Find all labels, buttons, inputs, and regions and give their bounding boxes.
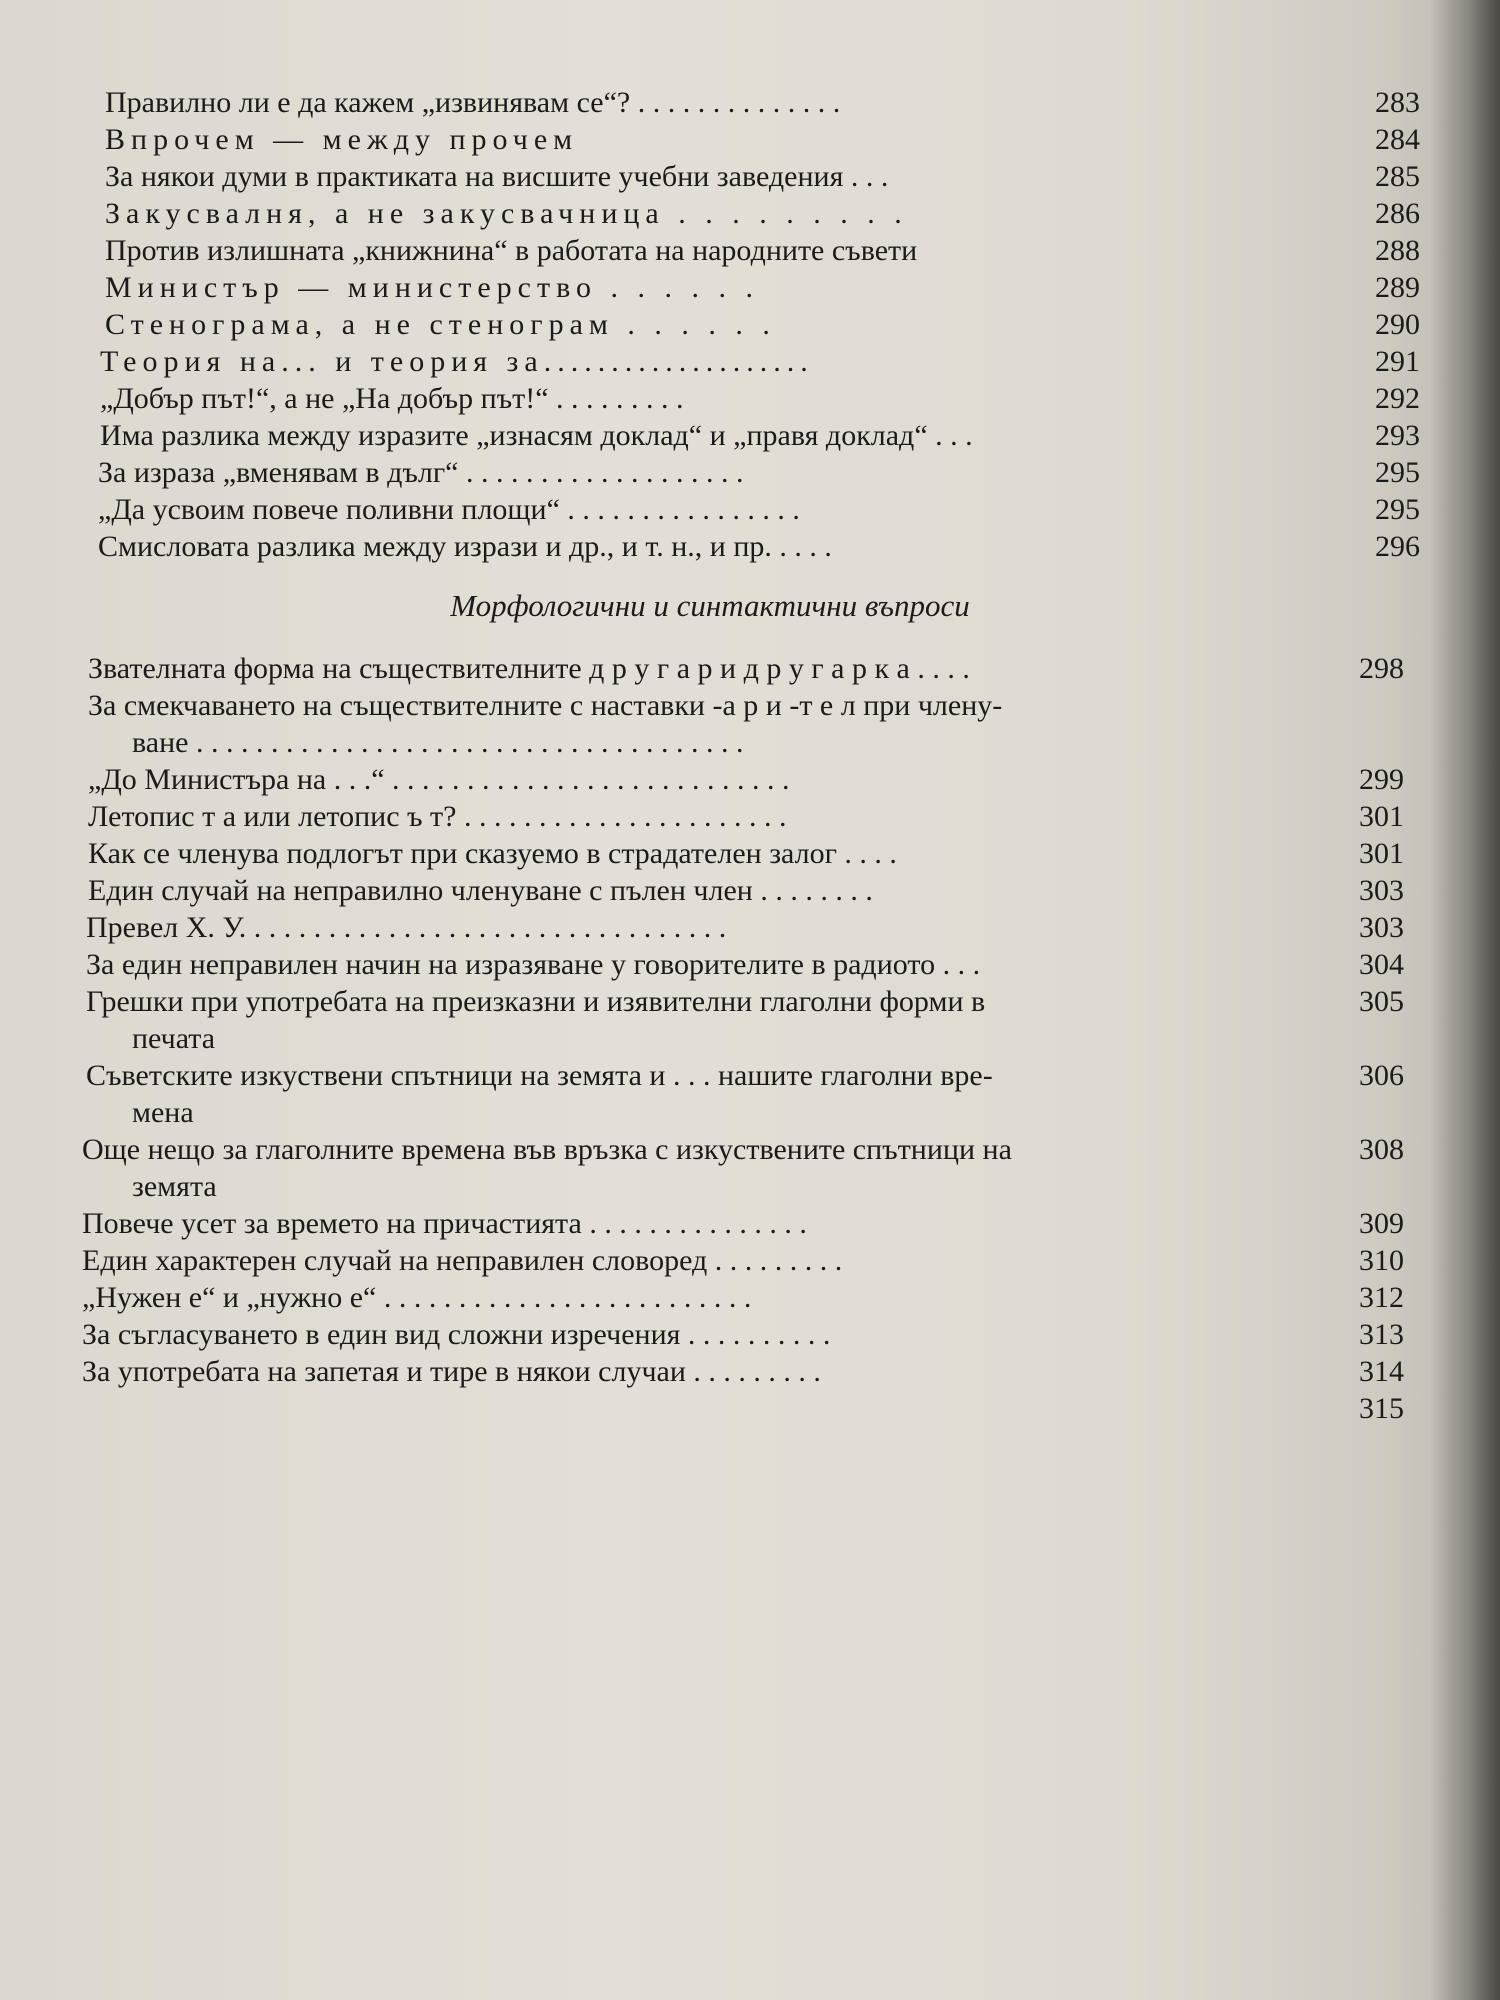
toc-entry — [0, 491, 1500, 528]
toc-entry — [0, 1390, 1500, 1427]
toc-entry-title: Закусвалня, а не закусвачница . . . . . . . . . — [105, 197, 908, 230]
toc-entry — [0, 983, 1500, 1020]
toc-entry-title: Грешки при употребата на преизказни и изявителни глаголни форми в — [86, 985, 986, 1018]
toc-entry-title: Как се членува подлогът при сказуемо в страдателен залог . . . . — [88, 837, 897, 870]
toc-entry — [0, 232, 1500, 269]
toc-section-1 — [0, 84, 1500, 565]
toc-entry-page: 293 — [1375, 419, 1420, 452]
toc-entry — [0, 454, 1500, 491]
toc-entry-title: За съгласуването в един вид сложни изречения . . . . . . . . . . — [82, 1318, 831, 1351]
toc-entry — [0, 835, 1500, 872]
toc-entry — [0, 872, 1500, 909]
toc-entry-page: 314 — [1359, 1355, 1404, 1388]
toc-entry — [0, 687, 1500, 724]
toc-entry — [0, 1168, 1500, 1205]
toc-entry-title: Звателната форма на съществителните д р у г а р и д р у г а р к а . . . . — [88, 652, 970, 685]
toc-entry-title: земята — [132, 1170, 217, 1203]
toc-entry-title: Един характерен случай на неправилен словоред . . . . . . . . . — [82, 1244, 843, 1277]
toc-entry — [0, 798, 1500, 835]
toc-entry-title: „До Министъра на . . .“ . . . . . . . . . . . . . . . . . . . . . . . . . . . — [88, 763, 790, 796]
toc-entry-title: Министър — министерство . . . . . . — [105, 271, 760, 304]
toc-entry-page: 290 — [1375, 308, 1420, 341]
toc-entry-page: 295 — [1375, 493, 1420, 526]
toc-entry-title: Превел Х. У. . . . . . . . . . . . . . . . . . . . . . . . . . . . . . . . . — [86, 911, 727, 944]
toc-entry-title: „Добър път!“, а не „На добър път!“ . . . . . . . . . — [100, 382, 684, 415]
toc-entry-title: Повече усет за времето на причастията . . . . . . . . . . . . . . . — [82, 1207, 807, 1240]
toc-entry — [0, 417, 1500, 454]
toc-entry-page: 303 — [1359, 874, 1404, 907]
section-heading-text: Морфологични и синтактични въпроси — [450, 588, 970, 623]
toc-entry-page: 301 — [1359, 800, 1404, 833]
toc-entry — [0, 761, 1500, 798]
toc-entry-title: Правилно ли е да кажем „извинявам се“? . . . . . . . . . . . . . . — [105, 86, 841, 119]
toc-entry-title: Още нещо за глаголните времена във връзка с изкуствените спътници на — [82, 1133, 1012, 1166]
toc-entry — [0, 1094, 1500, 1131]
toc-entry-page: 288 — [1375, 234, 1420, 267]
toc-entry-page: 296 — [1375, 530, 1420, 563]
toc-entry-title: За един неправилен начин на изразяване у говорителите в радиото . . . — [86, 948, 981, 981]
toc-entry-page: 303 — [1359, 911, 1404, 944]
toc-entry — [0, 909, 1500, 946]
toc-entry-page: 306 — [1359, 1059, 1404, 1092]
toc-entry-page: 305 — [1359, 985, 1404, 1018]
toc-entry — [0, 1057, 1500, 1094]
toc-entry-title: Един случай на неправилно членуване с пълен член . . . . . . . . — [88, 874, 873, 907]
toc-entry-page: 284 — [1375, 123, 1420, 156]
toc-entry-page: 315 — [1359, 1392, 1404, 1425]
toc-entry-title: „Да усвоим повече поливни площи“ . . . . . . . . . . . . . . . . — [98, 493, 800, 526]
toc-entry — [0, 650, 1500, 687]
toc-entry-page: 310 — [1359, 1244, 1404, 1277]
toc-entry — [0, 306, 1500, 343]
toc-entry — [0, 1242, 1500, 1279]
toc-entry — [0, 528, 1500, 565]
toc-entry-page: 289 — [1375, 271, 1420, 304]
toc-entry — [0, 269, 1500, 306]
toc-entry — [0, 84, 1500, 121]
toc-entry — [0, 1205, 1500, 1242]
toc-entry — [0, 1353, 1500, 1390]
toc-entry — [0, 946, 1500, 983]
toc-entry-title: мена — [132, 1096, 194, 1129]
toc-entry-page: 304 — [1359, 948, 1404, 981]
toc-entry — [0, 1279, 1500, 1316]
toc-entry-title: За израза „вменявам в дълг“ . . . . . . . . . . . . . . . . . . . — [98, 456, 744, 489]
toc-entry-page: 291 — [1375, 345, 1420, 378]
toc-entry-page: 313 — [1359, 1318, 1404, 1351]
toc-entry-title: ване . . . . . . . . . . . . . . . . . . . . . . . . . . . . . . . . . . . . . — [132, 726, 744, 759]
book-spine-shadow — [1430, 0, 1500, 2000]
toc-entry-title: „Нужен е“ и „нужно е“ . . . . . . . . . . . . . . . . . . . . . . . . . — [82, 1281, 752, 1314]
toc-entry — [0, 121, 1500, 158]
section-heading — [0, 588, 1500, 624]
toc-entry-page: 283 — [1375, 86, 1420, 119]
toc-entry-title: Има разлика между изразите „изнасям доклад“ и „правя доклад“ . . . — [100, 419, 973, 452]
toc-entry-page: 285 — [1375, 160, 1420, 193]
toc-entry-page: 309 — [1359, 1207, 1404, 1240]
toc-entry-title: Стенограма, а не стенограм . . . . . . — [105, 308, 776, 341]
toc-entry-page: 308 — [1359, 1133, 1404, 1166]
toc-entry-page: 301 — [1359, 837, 1404, 870]
toc-entry-page: 286 — [1375, 197, 1420, 230]
toc-entry-page: 312 — [1359, 1281, 1404, 1314]
toc-entry-page: 298 — [1359, 652, 1404, 685]
toc-entry — [0, 1316, 1500, 1353]
toc-entry — [0, 343, 1500, 380]
toc-entry — [0, 380, 1500, 417]
toc-entry-title: За някои думи в практиката на висшите учебни заведения . . . — [105, 160, 889, 193]
toc-entry-page: 299 — [1359, 763, 1404, 796]
toc-entry-page: 295 — [1375, 456, 1420, 489]
toc-entry-title: Смисловата разлика между изрази и др., и т. н., и пр. . . . . — [98, 530, 832, 563]
toc-entry-title: Летопис т а или летопис ъ т? . . . . . . . . . . . . . . . . . . . . . . — [88, 800, 787, 833]
toc-entry-title: Впрочем — между прочем — [105, 123, 579, 156]
toc-entry — [0, 1020, 1500, 1057]
toc-entry — [0, 158, 1500, 195]
toc-entry-title: печата — [132, 1022, 216, 1055]
toc-entry-title: За смекчаването на съществителните с наставки -а р и -т е л при члену- — [88, 689, 1003, 722]
toc-entry-page: 292 — [1375, 382, 1420, 415]
toc-entry-title: За употребата на запетая и тире в някои случаи . . . . . . . . . — [82, 1355, 821, 1388]
toc-section-2 — [0, 650, 1500, 1427]
toc-entry — [0, 1131, 1500, 1168]
toc-entry — [0, 724, 1500, 761]
toc-entry-title: Съветските изкуствени спътници на земята и . . . нашите глаголни вре- — [86, 1059, 993, 1092]
toc-entry-title: Против излишната „книжнина“ в работата на народните съвети — [105, 234, 918, 267]
toc-entry-title: Теория на... и теория за.................... — [100, 345, 814, 378]
toc-entry — [0, 195, 1500, 232]
